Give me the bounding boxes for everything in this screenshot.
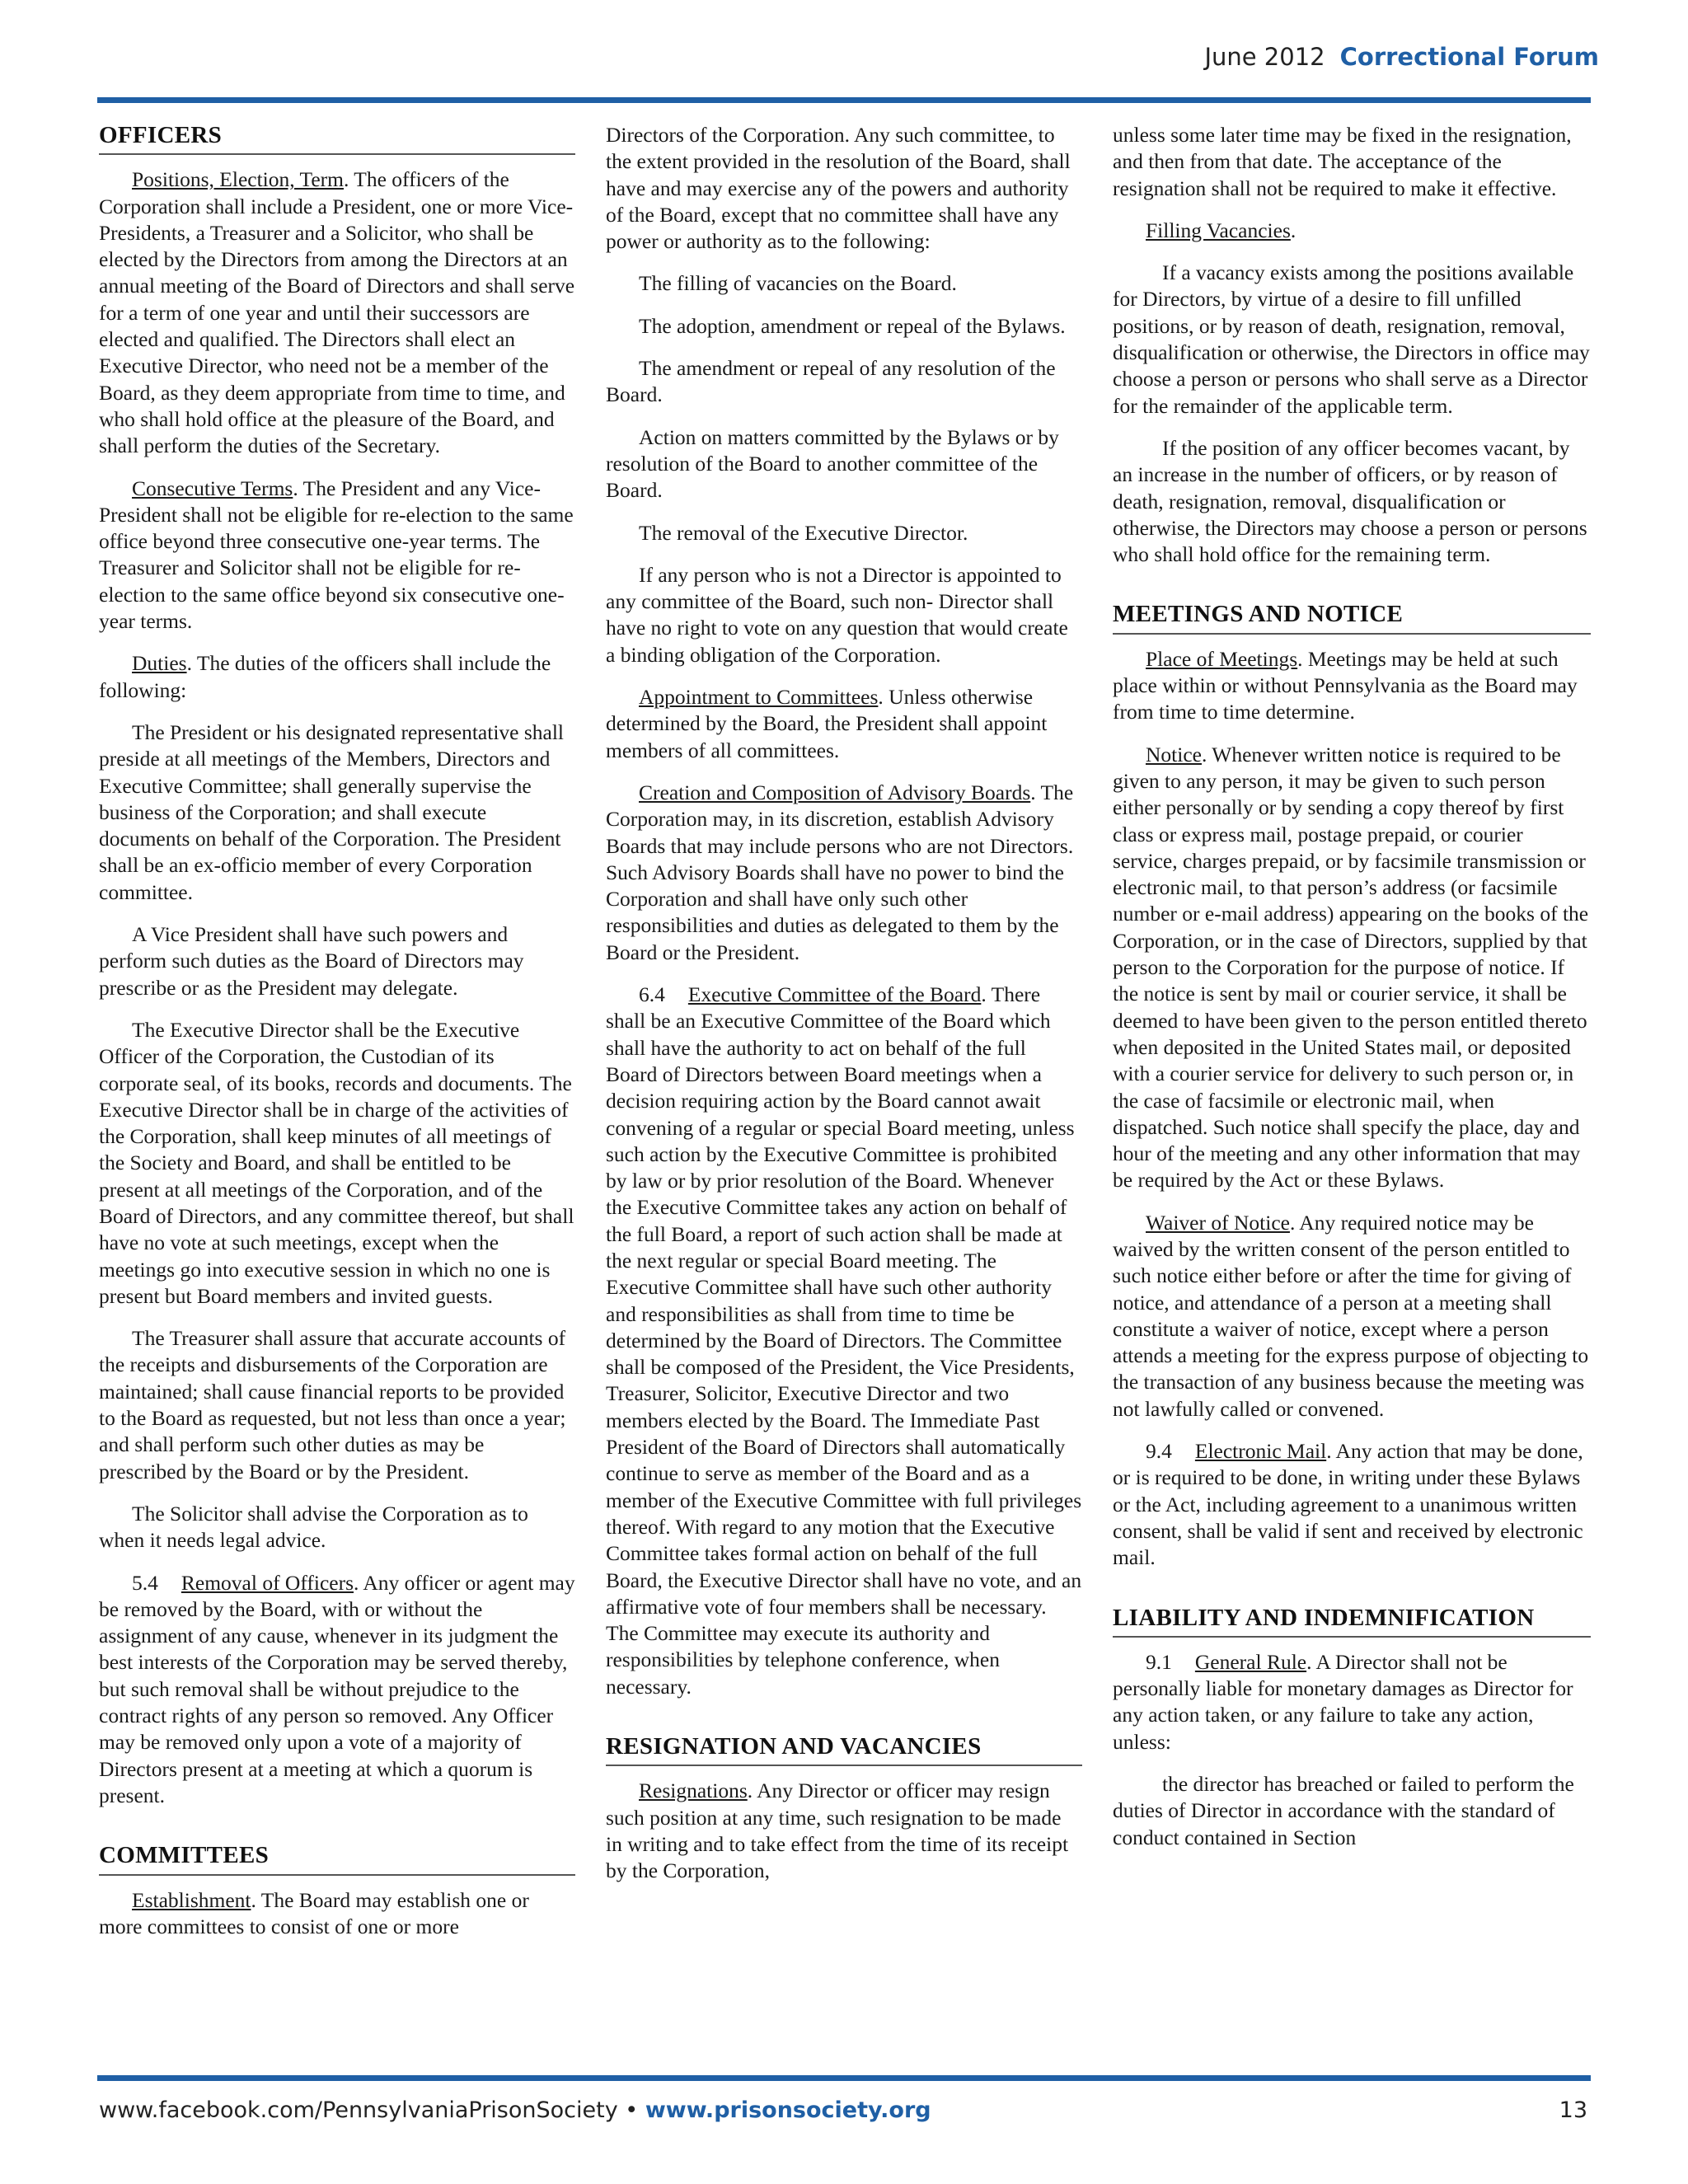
paragraph [1113,1210,1591,1422]
subsection-label: Electronic Mail [1194,1439,1327,1464]
publication-title: Correctional Forum [1339,43,1599,71]
paragraph: If the position of any officer becomes vacant, by an increase in the number of officers, or by reason of death, resignation, removal, disqualification or otherwise, the Directors may choose a person or persons who shall hold office for the remaining term. [1113,435,1587,567]
paragraph: The Treasurer shall assure that accurate accounts of the receipts and disbursements of the Corporation are maintained; shall cause financial reports to be provided to the Board as requested, but not less than once a year; and shall perform such other duties as may be prescribed by the Board or by the President. [99,1326,566,1483]
paragraph-text: . Any officer or agent may be removed by the Board, with or without the assignment of any cause, whenever in its judgment the best interests of the Corporation may be served thereby, but such removal shall be without prejudice to the contract rights of any person so removed. Any Officer may be removed only upon a vote of a majority of Directors present at a meeting at which a quorum is present. [99,1570,575,1807]
paragraph [606,684,1082,764]
subsection-label: Notice [1146,742,1202,766]
section-number: 9.4 [1146,1439,1172,1464]
paragraph [99,476,575,635]
paragraph: The President or his designated representative shall preside at all meetings of the Members, Directors and Executive Committee; shall generally supervise the business of the Corporation; and shall execute documents on behalf of the Corporation. The President shall be an ex-officio member of every Corporation committee. [99,719,565,904]
page-footer [99,2097,931,2123]
paragraph: Action on matters committed by the Bylaws or by resolution of the Board to another committee of the Board. [606,424,1059,503]
column-2 [606,122,1082,2055]
subsection-label: Resignations [639,1779,748,1803]
section-heading-liability: LIABILITY AND INDEMNIFICATION [1113,1605,1591,1638]
subsection-label: Establishment [132,1887,251,1912]
footer-rule [97,2075,1591,2081]
paragraph-text: . Any Director or officer may resign such position at any time, such resignation to be made in writing and to take effect from the time of its receipt by the Corporation, [606,1779,1069,1883]
paragraph [606,982,1082,1700]
header-rule [97,97,1591,103]
paragraph: The filling of vacancies on the Board. [639,271,957,296]
paragraph [99,166,575,459]
paragraph-text: . Any required notice may be waived by the written consent of the person entitled to such notice either before or after the time for giving of notice, and attendance of a person at a meeting shall constitute a waiver of notice, except where a person attends a meeting for the express purpose of objecting to the transaction of any business because the meeting was not lawfully called or convened. [1113,1210,1589,1421]
subsection-label: General Rule [1194,1649,1307,1674]
paragraph-text: . Whenever written notice is required to be given to any person, it may be given to such person either personally or by sending a copy thereof by first class or express mail, postage prepaid, or courier service, charges prepaid, or by facsimile transmission or electronic mail, to that person’s address (or facsimile number or e-mail address) appearing on the books of the Corporation, or in the case of Directors, supplied by that person to the Corporation for the purpose of notice. If the notice is sent by mail or courier service, it shall be deemed to have been given to the person entitled thereto when deposited in the United States mail, or deposited with a courier service for delivery to such person or, in the case of facsimile or electronic mail, when dispatched. Such notice shall specify the place, day and hour of the meeting and any other information that may be required by the Act or these Bylaws. [1113,742,1589,1193]
paragraph [99,1570,575,1810]
column-3 [1113,122,1591,2055]
paragraph [606,1778,1082,1884]
subsection-label: Removal of Officers [181,1570,354,1595]
paragraph-text: . The President and any Vice-President shall not be eligible for re-election to the same office beyond three consecutive one-year terms. The Treasurer and Solicitor shall not be eligible for re-election to the same office beyond six consecutive one-year terms. [99,476,574,634]
subsection-label: Positions, Election, Term [132,167,344,192]
paragraph-text: . There shall be an Executive Committee of the Board which shall have the authority to act on behalf of the full Board of Directors between Board meetings when a decision requiring action by the Board cannot await convening of a regular or special Board meeting, unless such action by the Executive Committee is prohibited by law or by prior resolution of the Board. Whenever the Executive Committee takes any action on behalf of the full Board, a report of such action shall be made at the next regular or special Board meeting. The Executive Committee shall have such other authority and responsibilities as shall from time to time be determined by the Board of Directors. The Committee shall be composed of the President, the Vice Presidents, Treasurer, Solicitor, Executive Director and two members elected by the Board. The Immediate Past President of the Board of Directors shall automatically continue to serve as member of the Board and as a member of the Executive Committee with full privileges thereof. With regard to any motion that the Executive Committee takes formal action on behalf of the full Board, the Executive Director shall have no vote, and an affirmative vote of four members shall be necessary. The Committee may execute its authority and responsibilities by telephone conference, when necessary. [606,982,1082,1699]
section-number: 9.1 [1146,1649,1172,1674]
paragraph: The amendment or repeal of any resolution of the Board. [606,356,1056,407]
website-link[interactable]: www.prisonsociety.org [645,2097,931,2123]
subsection-label: Filling Vacancies [1146,218,1291,242]
paragraph: Directors of the Corporation. Any such committee, to the extent provided in the resolution of the Board, shall have and may exercise any of the powers and authority of the Board, except that no committee shall have any power or authority as to the following: [606,123,1071,254]
subsection-label: Executive Committee of the Board [687,982,982,1007]
subsection-label: Duties [132,651,187,676]
paragraph: The adoption, amendment or repeal of the Bylaws. [639,313,1066,338]
paragraph-text: . The Corporation may, in its discretion, establish Advisory Boards that may include persons who are not Directors. Such Advisory Boards shall have no power to bind the Corporation and shall have only such other responsibilities and duties as delegated to them by the Board or the President. [606,780,1074,964]
paragraph-text: . The Board may establish one or more committees to consist of one or more [99,1887,529,1938]
subsection-label: Consecutive Terms [132,476,293,500]
subsection-label: Creation and Composition of Advisory Boards [639,780,1031,804]
page-number: 13 [1559,2097,1587,2123]
paragraph [99,1887,575,1941]
paragraph-text: . Any action that may be done, or is required to be done, in writing under these Bylaws or the Act, including agreement to a unanimous written consent, shall be valid if sent and received by electronic mail. [1113,1439,1583,1570]
facebook-link[interactable]: www.facebook.com/PennsylvaniaPrisonSociety [99,2097,618,2123]
paragraph [1113,1438,1591,1571]
paragraph [1113,218,1591,244]
paragraph [99,650,575,704]
paragraph: A Vice President shall have such powers and perform such duties as the Board of Directors may prescribe or as the President may delegate. [99,922,524,1000]
section-number: 6.4 [639,982,665,1007]
paragraph-text: . Unless otherwise determined by the Board, the President shall appoint members of all committees. [606,685,1048,762]
footer-separator: • [625,2097,639,2123]
paragraph: The Solicitor shall advise the Corporation as to when it needs legal advice. [99,1501,528,1553]
paragraph: The removal of the Executive Director. [639,520,968,545]
subsection-label: Place of Meetings [1146,646,1298,671]
section-heading-officers: OFFICERS [99,122,575,155]
paragraph-text: . The duties of the officers shall include the following: [99,651,551,702]
paragraph-text: . A Director shall not be personally liable for monetary damages as Director for any action taken, or any failure to take any action, unless: [1113,1649,1573,1754]
paragraph: If any person who is not a Director is appointed to any committee of the Board, such non- Director shall have no right to vote on any question that would create a binding obligation of the Corporation. [606,562,1068,667]
paragraph [1113,1649,1591,1755]
paragraph-text: . The officers of the Corporation shall include a President, one or more Vice-Presidents, a Treasurer and a Solicitor, who shall be elected by the Directors from among the Directors at an annual meeting of the Board of Directors and shall serve for a term of one year and until their successors are elected and qualified. The Directors shall elect an Executive Director, who need not be a member of the Board, as they deem appropriate from time to time, and who shall hold office at the pleasure of the Board, and shall perform the duties of the Secretary. [99,167,575,458]
paragraph [606,780,1082,966]
issue-date: June 2012 [1204,43,1325,71]
subsection-label: Waiver of Notice [1146,1210,1290,1235]
section-heading-meetings: MEETINGS AND NOTICE [1113,601,1591,634]
paragraph: the director has breached or failed to perform the duties of Director in accordance with the standard of conduct contained in Section [1113,1772,1574,1849]
paragraph: The Executive Director shall be the Executive Officer of the Corporation, the Custodian of its corporate seal, of its books, records and documents. The Executive Director shall be in charge of the activities of the Corporation, shall keep minutes of all meetings of the Society and Board, and shall be entitled to be present at all meetings of the Corporation, and of the Board of Directors, and any committee thereof, but shall have no vote at such meetings, except when the meetings go into executive session in which no one is present but Board members and invited guests. [99,1017,574,1308]
column-1 [99,122,575,2055]
paragraph [1113,742,1591,1194]
subsection-label: Appointment to Committees [639,685,879,710]
paragraph-text: . Meetings may be held at such place within or without Pennsylvania as the Board may from time to time determine. [1113,646,1578,724]
paragraph: If a vacancy exists among the positions available for Directors, by virtue of a desire to fill unfilled positions, or by reason of death, resignation, removal, disqualification or otherwise, the Directors in office may choose a person or persons who shall serve as a Director for the remainder of the applicable term. [1113,260,1590,418]
section-heading-resignation: RESIGNATION AND VACANCIES [606,1733,1082,1766]
section-number: 5.4 [132,1570,158,1595]
section-heading-committees: COMMITTEES [99,1842,575,1875]
paragraph [1113,646,1591,726]
paragraph-text: . [1290,218,1296,242]
page-header [1204,43,1599,71]
paragraph: unless some later time may be fixed in the resignation, and then from that date. The acceptance of the resignation shall not be required to make it effective. [1113,123,1572,200]
